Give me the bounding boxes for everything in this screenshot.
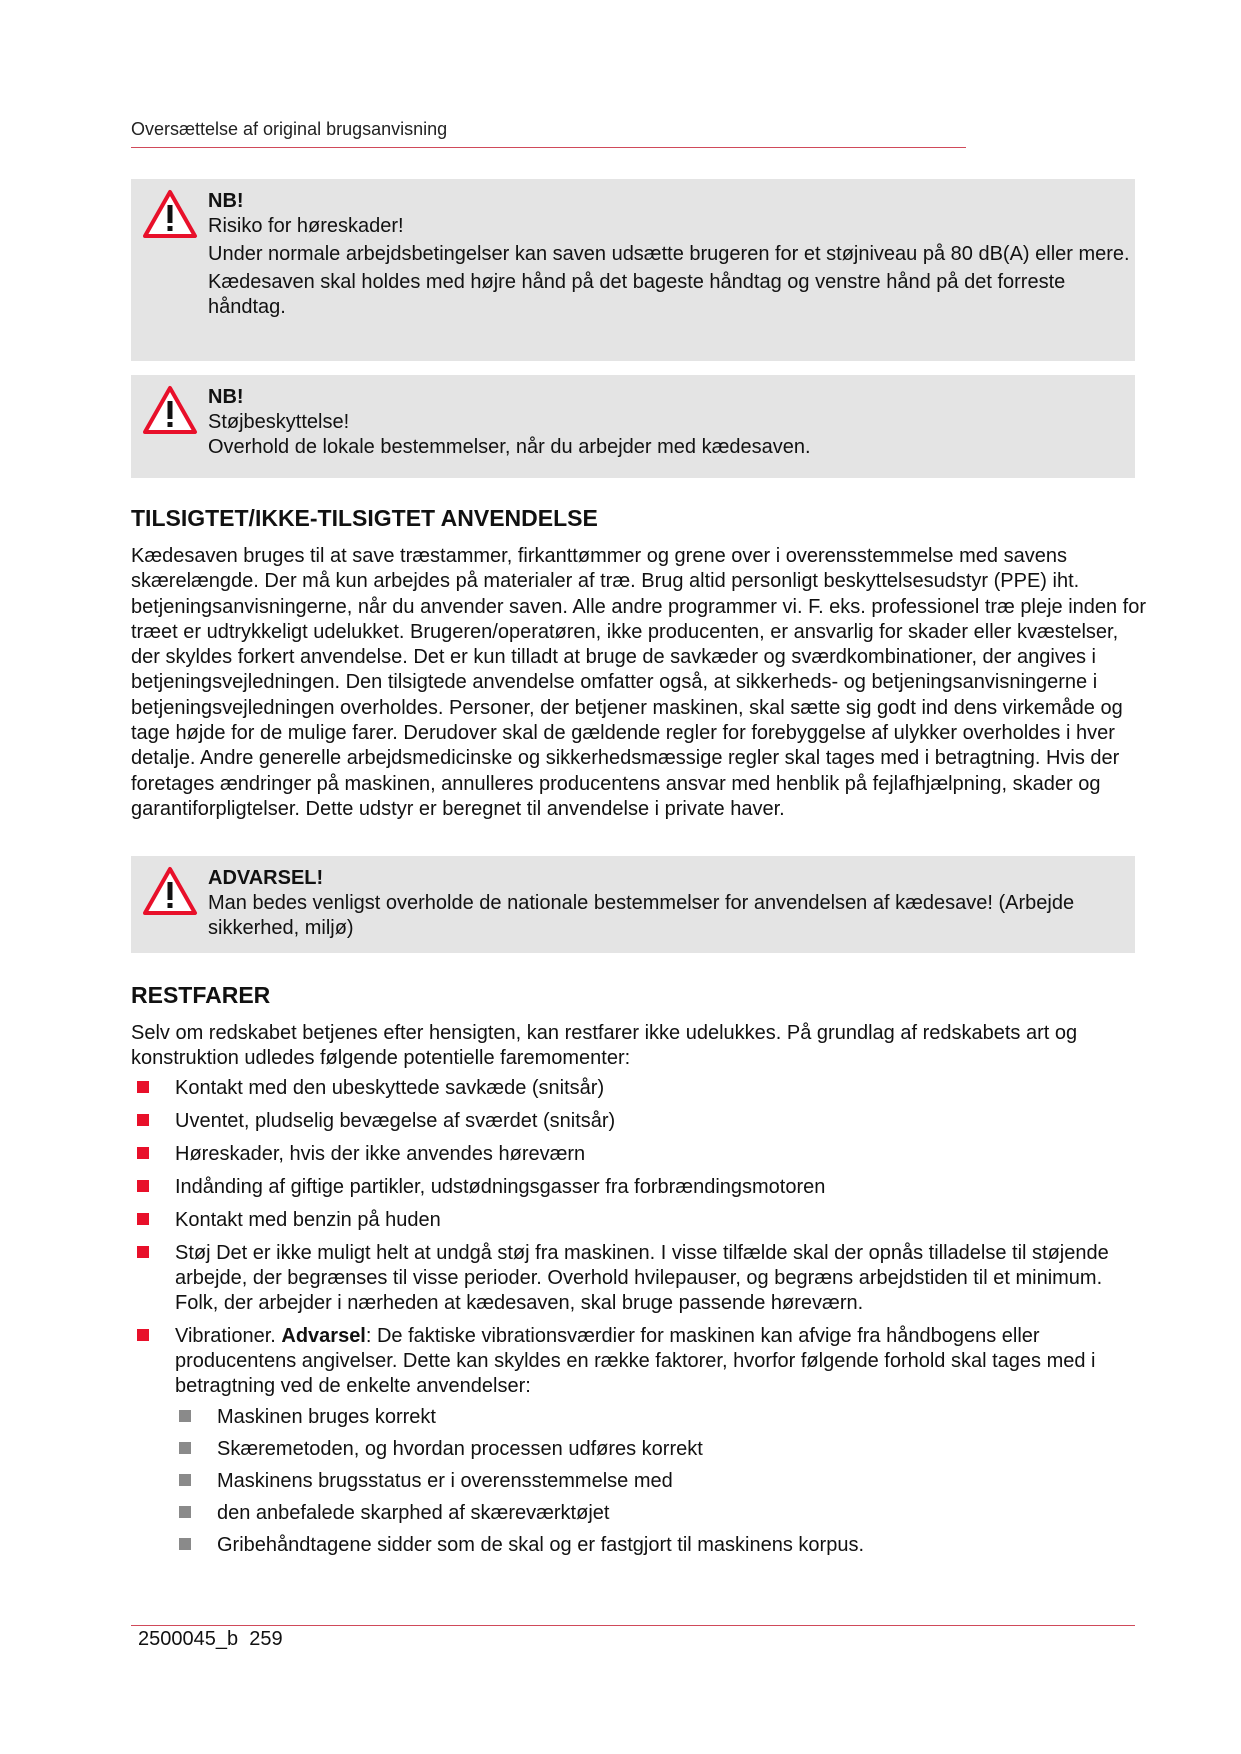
sub-list-item: Gribehåndtagene sidder som de skal og er fastgjort til maskinens korpus. [175,1533,1151,1558]
vibration-factor-list [175,1405,1151,1558]
residual-intro-text: Selv om redskabet betjenes efter hensigten, kan restfarer ikke udelukkes. På grundlag af redskabets art og konstruktion udledes følgende potentielle faremomenter: [131,1022,1078,1070]
list-item: Høreskader, hvis der ikke anvendes høreværn [131,1142,1151,1167]
notice-warning-regulations [131,856,1135,953]
sub-list-item: Maskinens brugsstatus er i overensstemmelse med [175,1469,1151,1494]
notice-title: NB! [208,386,244,408]
list-item: Kontakt med benzin på huden [131,1208,1151,1233]
gray-square-bullet-icon [179,1538,191,1550]
section-heading-residual-risks: RESTFARER [131,982,271,1008]
gray-square-bullet-icon [179,1410,191,1422]
footer-rule [131,1625,1135,1626]
section-heading-intended-use: TILSIGTET/IKKE-TILSIGTET ANVENDELSE [131,505,598,531]
red-square-bullet-icon [137,1114,149,1126]
footer [138,1628,283,1651]
header-rule [131,147,966,148]
page-number: 259 [249,1628,283,1650]
sub-list-item: Skæremetoden, og hvordan processen udføres korrekt [175,1437,1151,1462]
notice-paragraph: Risiko for høreskader! [208,215,404,237]
gray-square-bullet-icon [179,1506,191,1518]
warning-triangle-icon [142,189,198,239]
notice-paragraph: Man bedes venligst overholde de nationale bestemmelser for anvendelsen af kædesave! (Arbejde sikkerhed, miljø) [208,892,1075,939]
notice-title: ADVARSEL! [208,867,324,889]
list-item: Indånding af giftige partikler, udstødningsgasser fra forbrændingsmotoren [131,1175,1151,1200]
notice-hearing-risk [131,179,1135,361]
notice-paragraph: Støjbeskyttelse! [208,411,350,433]
list-item: Støj Det er ikke muligt helt at undgå støj fra maskinen. I visse tilfælde skal der opnås tilladelse til støjende arbejde, der begrænses til visse perioder. Overhold hvilepauser, og begræns arbejdstiden til et minimum. Folk, der arbejder i nærheden at kædesaven, skal bruge passende høreværn. [131,1241,1151,1316]
notice-paragraph: Kædesaven skal holdes med højre hånd på det bageste håndtag og venstre hånd på det forreste håndtag. [208,271,1066,318]
intended-use-text: Kædesaven bruges til at save træstammer, firkanttømmer og grene over i overensstemmelse med savens skærelængde. Der må kun arbejdes på materialer af træ. Brug altid personligt beskyttelsesudstyr (PPE) iht. betjeningsanvisningerne, når du anvender saven. Alle andre programmer vi. F. eks. professionel træ pleje inden for træet er udtrykkeligt udelukket. Brugeren/operatøren, ikke producenten, er ansvarlig for skader eller kvæstelser, der skyldes forkert anvendelse. Det er kun tilladt at bruge de savkæder og sværdkombinationer, der angives i betjeningsvejledningen. Den tilsigtede anvendelse omfatter også, at sikkerheds- og betjeningsanvisningerne i betjeningsvejledningen overholdes. Personer, der betjener maskinen, skal sætte sig godt ind dens virkemåde og tage højde for de mulige farer. Derudover skal de gældende regler for forebyggelse af ulykker overholdes i hver detalje. Andre generelle arbejdsmedicinske og sikkerhedsmæssige regler skal tages med i betragtning. Hvis der foretages ændringer på maskinen, annulleres producentens ansvar med henblik på fejlafhjælpning, skader og garantiforpligtelser. Dette udstyr er beregnet til anvendelse i private haver. [131,545,1147,820]
gray-square-bullet-icon [179,1442,191,1454]
gray-square-bullet-icon [179,1474,191,1486]
sub-list-item: den anbefalede skarphed af skæreværktøjet [175,1501,1151,1526]
doc-id: 2500045_b [138,1628,239,1650]
red-square-bullet-icon [137,1081,149,1093]
red-square-bullet-icon [137,1246,149,1258]
notice-paragraph: Overhold de lokale bestemmelser, når du arbejder med kædesaven. [208,436,811,458]
warning-triangle-icon [142,385,198,435]
list-item: Kontakt med den ubeskyttede savkæde (snitsår) [131,1076,1151,1101]
list-item-vibration: Vibrationer. Advarsel: De faktiske vibrationsværdier for maskinen kan afvige fra håndbogens eller producentens angivelser. Dette kan skyldes en række faktorer, hvorfor følgende forhold skal tages med i betragtning ved de enkelte anvendelser: Maskinen bruges korrekt Skæremetoden, og hvordan processen udføres korrekt Maskinens brugsstatus er i overensstemmelse med den anbefalede skarphed af skæreværktøjet Gribehåndtagene sidder som de skal og er fastgjort til maskinens korpus. [131,1324,1151,1558]
warning-triangle-icon [142,866,198,916]
red-square-bullet-icon [137,1147,149,1159]
red-square-bullet-icon [137,1213,149,1225]
notice-paragraph: Under normale arbejdsbetingelser kan saven udsætte brugeren for et støjniveau på 80 dB(A) eller mere. [208,243,1130,265]
notice-noise-protection [131,375,1135,478]
notice-title: NB! [208,190,244,212]
list-item: Uventet, pludselig bevægelse af sværdet (snitsår) [131,1109,1151,1134]
header-title: Oversættelse af original brugsanvisning [131,119,448,139]
red-square-bullet-icon [137,1180,149,1192]
residual-risk-list [131,1076,1151,1566]
sub-list-item: Maskinen bruges korrekt [175,1405,1151,1430]
red-square-bullet-icon [137,1329,149,1341]
